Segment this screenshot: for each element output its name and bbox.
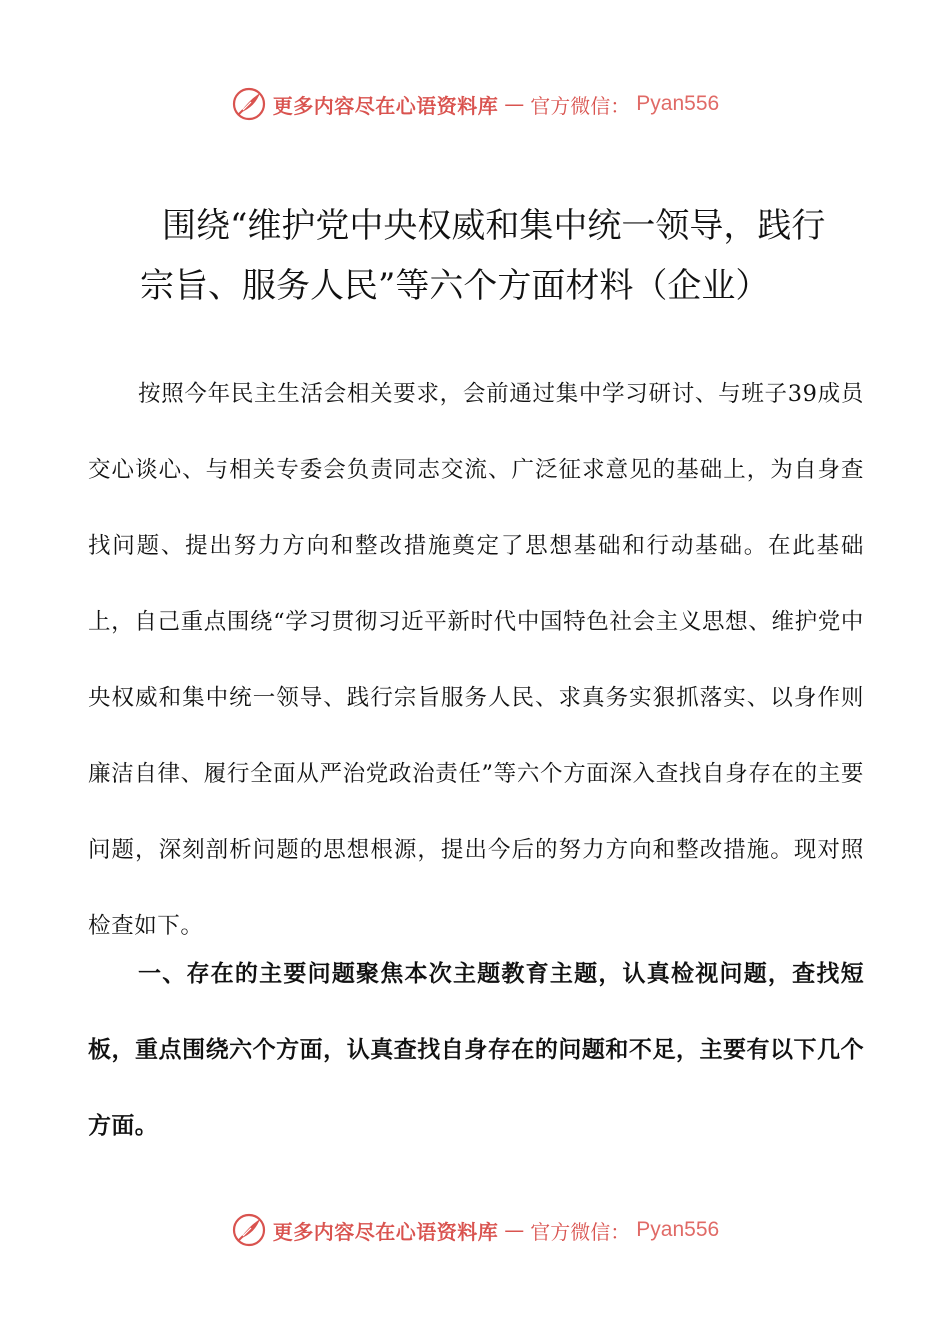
intro-paragraph: 按照今年民主生活会相关要求，会前通过集中学习研讨、与班子39成员交心谈心、与相关专委会负责同志交流、广泛征求意见的基础上，为自身查找问题、提出努力方向和整改措施奠定了思想基础和行动基础。在此基础上，自己重点围绕“学习贯彻习近平新时代中国特色社会主义思想、维护党中央权威和集中统一领导、践行宗旨服务人民、求真务实狠抓落实、以身作则廉洁自律、履行全面从严治党政治责任”等六个方面深入查找自身存在的主要问题，深刻剖析问题的思想根源，提出今后的努力方向和整改措施。现对照检查如下。 [88, 381, 864, 939]
title-line-1: 围绕“维护党中央权威和集中统一领导，践行 [162, 206, 826, 246]
feather-pen-logo-icon [231, 86, 267, 122]
brand-name: 更多内容尽在心语资料库 [272, 1219, 499, 1244]
document-title [140, 196, 880, 316]
wechat-id: Pyan556 [636, 1218, 720, 1241]
feather-pen-logo-icon [231, 1212, 267, 1248]
section-heading-1: 一、存在的主要问题聚焦本次主题教育主题，认真检视问题，查找短板，重点围绕六个方面，认真查找自身存在的问题和不足，主要有以下几个方面。 [88, 961, 864, 1139]
banner-separator: — [504, 92, 525, 116]
wechat-label: 官方微信： [530, 1219, 631, 1244]
wechat-label: 官方微信： [530, 93, 631, 118]
header-banner [0, 84, 950, 124]
wechat-id: Pyan556 [636, 92, 720, 115]
banner-separator: — [504, 1218, 525, 1242]
brand-name: 更多内容尽在心语资料库 [272, 93, 499, 118]
footer-banner [0, 1210, 950, 1250]
title-line-2: 宗旨、服务人民”等六个方面材料（企业） [140, 266, 770, 306]
